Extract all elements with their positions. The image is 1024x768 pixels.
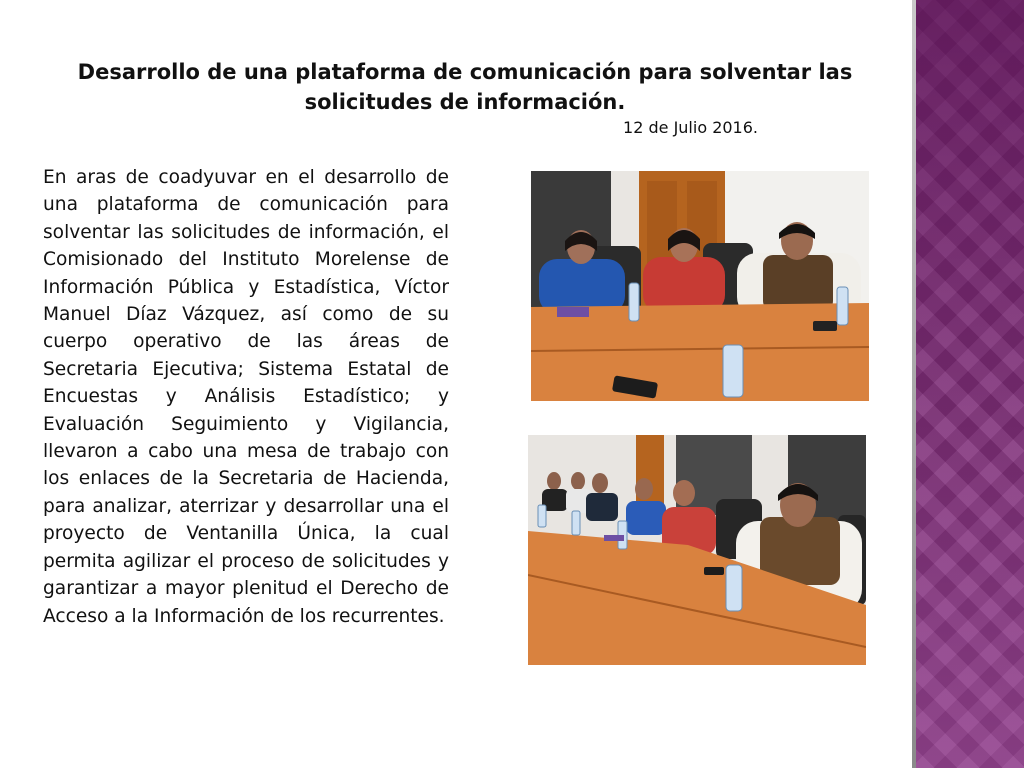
slide-title: Desarrollo de una plataforma de comunicación para solventar las solicitudes de información.	[77, 60, 853, 114]
decorative-side-band	[912, 0, 1024, 768]
slide-date: 12 de Julio 2016.	[623, 118, 758, 137]
slide-body-text: En aras de coadyuvar en el desarrollo de una plataforma de comunicación para solventar las solicitudes de información, el Comisionado del Instituto Morelense de Información Pública y Estadística, Víctor Manuel Díaz Vázquez, así como de su cuerpo operativo de las áreas de Secretaria Ejecutiva; Sistema Estatal de Encuestas y Análisis Estadístico; y Evaluación Seguimiento y Vigilancia, llevaron a cabo una mesa de trabajo con los enlaces de la Secretaria de Hacienda, para analizar, aterrizar y desarrollar una el proyecto de Ventanilla Única, la cual permita agilizar el proceso de solicitudes y garantizar a mayor plenitud el Derecho de Acceso a la Información de los recurrentes.	[43, 167, 449, 627]
meeting-photo-2	[528, 435, 866, 665]
meeting-photo-1	[531, 171, 869, 401]
